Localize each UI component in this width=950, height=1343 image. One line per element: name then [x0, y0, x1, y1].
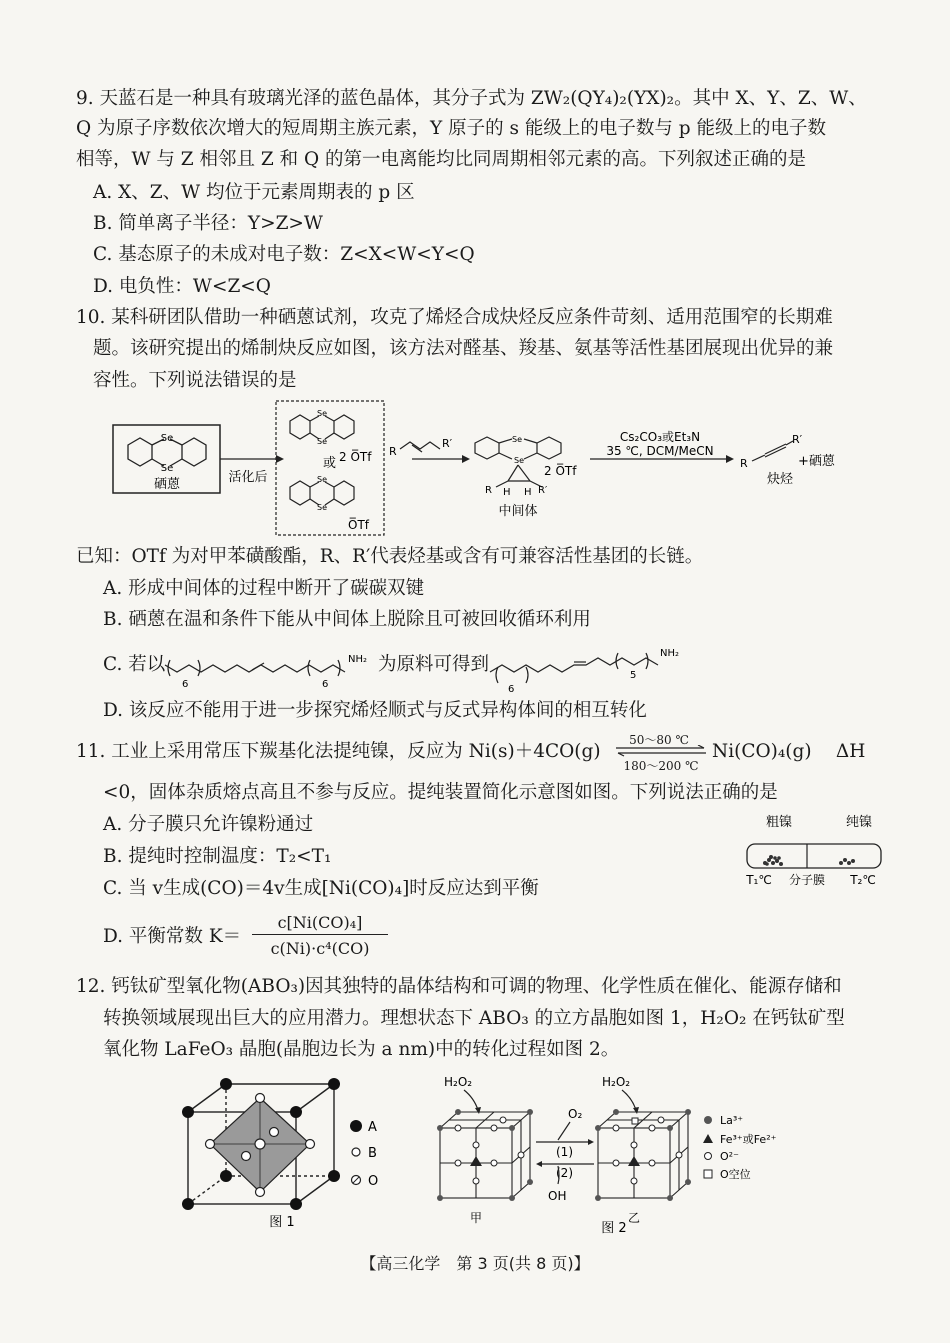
or-label: 或: [323, 456, 337, 471]
nh2-label-1: NH₂: [348, 654, 368, 665]
q11-option-b: B. 提纯时控制温度：T₂<T₁: [103, 846, 332, 867]
svg-text:Se: Se: [512, 435, 522, 444]
alkyne-label: 炔烃: [766, 472, 794, 487]
svg-text:Se: Se: [514, 456, 524, 465]
q11-option-a: A. 分子膜只允许镍粉通过: [103, 814, 314, 835]
q10-stem-line1: 10. 某科研团队借助一种硒蒽试剂，攻克了烯烃合成炔烃反应条件苛刻、适用范围窄的长期难: [76, 307, 833, 328]
svg-text:6: 6: [508, 684, 515, 695]
fig2-caption: 图 2: [601, 1221, 627, 1234]
q10-option-d: D. 该反应不能用于进一步探究烯烃顺式与反式异构体间的相互转化: [103, 700, 647, 721]
alkene-r: R: [389, 445, 397, 458]
svg-text:R: R: [485, 485, 492, 496]
legend-b-marker: [352, 1148, 360, 1156]
svg-text:6: 6: [322, 679, 329, 690]
q10-option-a: A. 形成中间体的过程中断开了碳碳双键: [103, 578, 425, 599]
q12-stem-line2: 转换领域展现出巨大的应用潜力。理想状态下 ABO₃ 的立方晶胞如图 1，H₂O₂ 在钙钛矿型: [103, 1008, 845, 1029]
q11-condition-reverse: 180～200 ℃: [623, 759, 699, 773]
svg-text:R′: R′: [538, 485, 548, 496]
q10-option-c-middle: 为原料可得到: [378, 654, 490, 675]
svg-text:5: 5: [630, 670, 637, 681]
svg-text:Se: Se: [317, 503, 327, 512]
otf-label: O̅Tf: [348, 518, 369, 532]
legend-fe-marker: [703, 1134, 713, 1143]
legend-b-label: B: [368, 1146, 377, 1161]
q9-option-c: C. 基态原子的未成对电子数：Z<X<W<Y<Q: [93, 244, 475, 265]
q11-apparatus-figure: [735, 808, 885, 890]
legend-o-label: O: [368, 1174, 379, 1189]
yi-label: 乙: [627, 1211, 641, 1225]
h2o2-label-right: H₂O₂: [602, 1075, 631, 1089]
otf2-label: 2 O̅Tf: [339, 450, 372, 464]
q12-figure-2: [430, 1068, 810, 1234]
svg-text:6: 6: [182, 679, 189, 690]
crude-ni-label: 粗镍: [765, 815, 793, 830]
se-label-top: Se: [160, 433, 174, 444]
q12-stem-line3: 氧化物 LaFeO₃ 晶胞(晶胞边长为 a nm)中的转化过程如图 2。: [103, 1039, 620, 1060]
cell-jia: [440, 1112, 530, 1198]
q9-option-d: D. 电负性：W<Z<Q: [93, 276, 271, 297]
o2-label: O₂: [568, 1107, 583, 1121]
q11-stem-line1-prefix: 11. 工业上采用常压下羰基化法提纯镍，反应为 Ni(s)＋4CO(g): [76, 741, 601, 762]
q11-k-numerator: c[Ni(CO)₄]: [277, 913, 363, 932]
legend-o2-label: O²⁻: [720, 1150, 739, 1163]
step1-label: (1): [556, 1145, 573, 1159]
step2-label: (2): [556, 1166, 573, 1180]
svg-text:Se: Se: [317, 437, 327, 446]
q9-stem-line1: 9. 天蓝石是一种具有玻璃光泽的蓝色晶体，其分子式为 ZW₂(QY₄)₂(YX)₂。其中 X、Y、Z、W、: [76, 88, 867, 109]
q10-stem-line2: 题。该研究提出的烯制炔反应如图，该方法对醛基、羧基、氨基等活性基团展现出优异的兼: [93, 338, 834, 359]
svg-text:Se: Se: [317, 409, 327, 418]
page-footer: 【高三化学 第 3 页(共 8 页)】: [360, 1254, 590, 1273]
conditions-solvent: 35 ℃, DCM/MeCN: [606, 444, 714, 458]
q11-fraction-bar: [252, 934, 388, 935]
q9-option-a: A. X、Z、W 均位于元素周期表的 p 区: [93, 182, 415, 203]
h2o2-label-left: H₂O₂: [444, 1075, 473, 1089]
svg-text:2 O̅Tf: 2 O̅Tf: [544, 464, 577, 478]
nh2-label-2: NH₂: [660, 648, 680, 659]
oh-label: OH: [548, 1189, 567, 1203]
legend-la-marker: [704, 1116, 712, 1124]
activated-label: 活化后: [228, 470, 268, 485]
q12-stem-line1: 12. 钙钛矿型氧化物(ABO₃)因其独特的晶体结构和可调的物理、化学性质在催化、能源存储和: [76, 976, 842, 997]
q10-reaction-scheme: [0, 395, 950, 545]
alkene-amine-structure: [165, 660, 345, 676]
legend-vacancy-marker: [704, 1170, 712, 1178]
alkene-rprime: R′: [442, 437, 453, 450]
alkyne-rprime: R′: [792, 433, 803, 446]
pure-ni-powder: [839, 858, 855, 865]
q9-option-b: B. 简单离子半径：Y>Z>W: [93, 213, 323, 234]
svg-text:H: H: [503, 487, 511, 498]
se-label-bottom: Se: [160, 463, 174, 474]
fig1-caption: 图 1: [269, 1215, 295, 1230]
q11-option-c: C. 当 v生成(CO)＝4v生成[Ni(CO)₄]时反应达到平衡: [103, 878, 539, 899]
svg-text:Se: Se: [317, 475, 327, 484]
plus-selenanthrene: +硒蒽: [798, 454, 835, 469]
cell-yi: [598, 1112, 688, 1198]
membrane-label: 分子膜: [788, 873, 826, 887]
q11-equilibrium-arrows: [614, 745, 708, 757]
q11-k-denominator: c(Ni)·c⁴(CO): [270, 939, 370, 958]
crude-ni-powder: [763, 855, 783, 866]
q11-option-d-prefix: D. 平衡常数 K＝: [103, 926, 242, 947]
svg-text:H: H: [524, 487, 532, 498]
q9-stem-line2: Q 为原子序数依次增大的短周期主族元素，Y 原子的 s 能级上的电子数与 p 能级上的电子数: [76, 118, 827, 139]
t2-label: T₂℃: [850, 873, 876, 887]
pure-ni-label: 纯镍: [845, 815, 873, 830]
q10-known: 已知：OTf 为对甲苯磺酸酯，R、R′代表烃基或含有可兼容活性基团的长链。: [76, 546, 704, 567]
q10-option-c-prefix: C. 若以: [103, 654, 166, 675]
q9-stem-line3: 相等，W 与 Z 相邻且 Z 和 Q 的第一电离能均比同周期相邻元素的高。下列叙述正确的是: [76, 149, 807, 170]
conditions-base: Cs₂CO₃或Et₃N: [619, 430, 701, 444]
jia-label: 甲: [469, 1211, 483, 1225]
q10-option-b: B. 硒蒽在温和条件下能从中间体上脱除且可被回收循环利用: [103, 609, 591, 630]
q12-figure-1: [170, 1070, 410, 1232]
q11-stem-line1-suffix: Ni(CO)₄(g) ΔH: [712, 741, 866, 762]
legend-la-label: La³⁺: [720, 1114, 744, 1127]
q11-condition-forward: 50～80 ℃: [629, 733, 689, 747]
selenanthrene-name: 硒蒽: [153, 477, 181, 492]
t1-label: T₁℃: [746, 873, 772, 887]
legend-vacancy-label: O空位: [720, 1168, 751, 1181]
intermediate-label: 中间体: [498, 504, 538, 519]
q10-stem-line3: 容性。下列说法错误的是: [93, 370, 297, 391]
legend-a-label: A: [368, 1120, 377, 1135]
alkyne-r: R: [740, 457, 748, 470]
legend-fe-label: Fe³⁺或Fe²⁺: [720, 1133, 777, 1146]
q11-stem-line2: <0，固体杂质熔点高且不参与反应。提纯装置简化示意图如图。下列说法正确的是: [103, 782, 778, 803]
legend-a-marker: [350, 1120, 362, 1132]
legend-o-marker: [705, 1153, 712, 1160]
